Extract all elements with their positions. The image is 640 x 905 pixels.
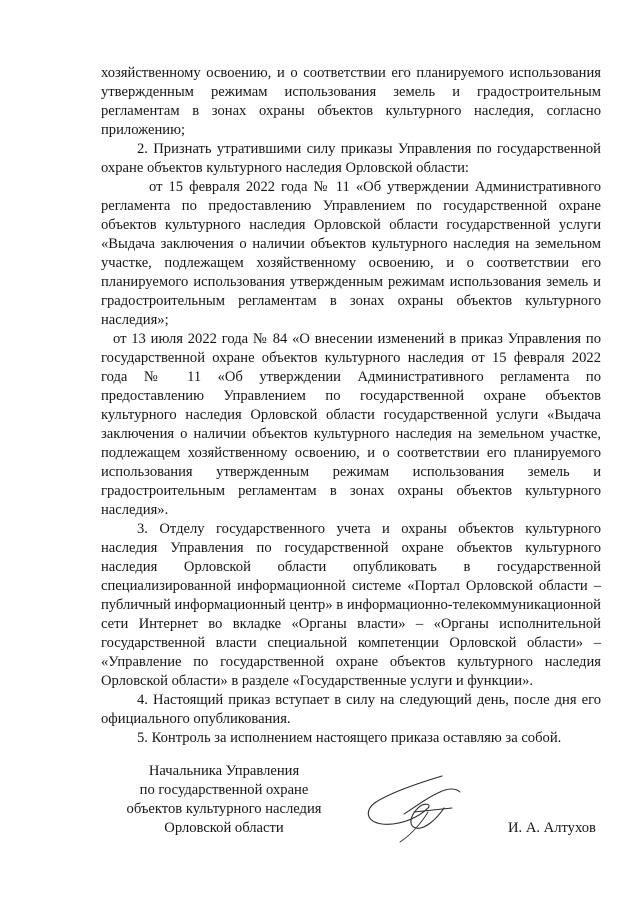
paragraph-4-effective: 4. Настоящий приказ вступает в силу на следующий день, после дня его официального опубликования. bbox=[101, 692, 601, 727]
paragraph-repeal-order-84: от 13 июля 2022 года № 84 «О внесении изменений в приказ Управления по государственной охране объектов культурного наследия от 15 февраля 2022 года № 11 «Об утверждении Административного регламента по предоставлению Управлением по государственной охране объектов культурного наследия Орловской области государственной услуги «Выдача заключения о наличии объектов культурного наследия на земельном участке, подлежащем хозяйственному освоению, и о соответствии его планируемого использования утвержденным режимам использования земель и градостроительным регламентам в зонах охраны объектов культурного наследия». bbox=[101, 331, 601, 518]
handwritten-signature bbox=[356, 768, 474, 848]
signatory-title-line: Орловской области bbox=[164, 820, 284, 836]
signatory-name: И. А. Алтухов bbox=[508, 820, 596, 836]
paragraph-5-control: 5. Контроль за исполнением настоящего приказа оставляю за собой. bbox=[137, 730, 562, 746]
paragraph-2-repeal: 2. Признать утратившими силу приказы Управления по государственной охране объектов культурного наследия Орловской области: bbox=[101, 141, 601, 176]
paragraph-repeal-order-11: от 15 февраля 2022 года № 11 «Об утверждении Административного регламента по предоставлению Управлением по государственной охране объектов культурного наследия Орловской области государственной услуги «Выдача заключения о наличии объектов культурного наследия на земельном участке, подлежащем хозяйственному освоению, и о соответствии его планируемого использования утвержденным режимам использования земель и градостроительным регламентам в зонах охраны объектов культурного наследия»; bbox=[101, 179, 601, 328]
signatory-title-line: Начальника Управления bbox=[148, 763, 300, 779]
signatory-title-line: объектов культурного наследия bbox=[126, 801, 322, 817]
order-body bbox=[101, 64, 601, 748]
paragraph-3-publication: 3. Отделу государственного учета и охраны объектов культурного наследия Управления по государственной охране объектов культурного наследия Орловской области опубликовать в государственной специализированной информационной системе «Портал Орловской области – публичный информационный центр» в информационно-телекоммуникационной сети Интернет во вкладке «Органы власти» – «Органы исполнительной государственной власти специальной компетенции Орловской области» – «Управление по государственной охране объектов культурного наследия Орловской области» в разделе «Государственные услуги и функции». bbox=[101, 521, 601, 689]
signatory-title bbox=[112, 762, 336, 838]
paragraph-appendix: хозяйственному освоению, и о соответствии его планируемого использования утвержденным режимам использования земель и градостроительным регламентам в зонах охраны объектов культурного наследия, согласно приложению; bbox=[101, 65, 601, 138]
signatory-title-line: по государственной охране bbox=[139, 782, 309, 798]
